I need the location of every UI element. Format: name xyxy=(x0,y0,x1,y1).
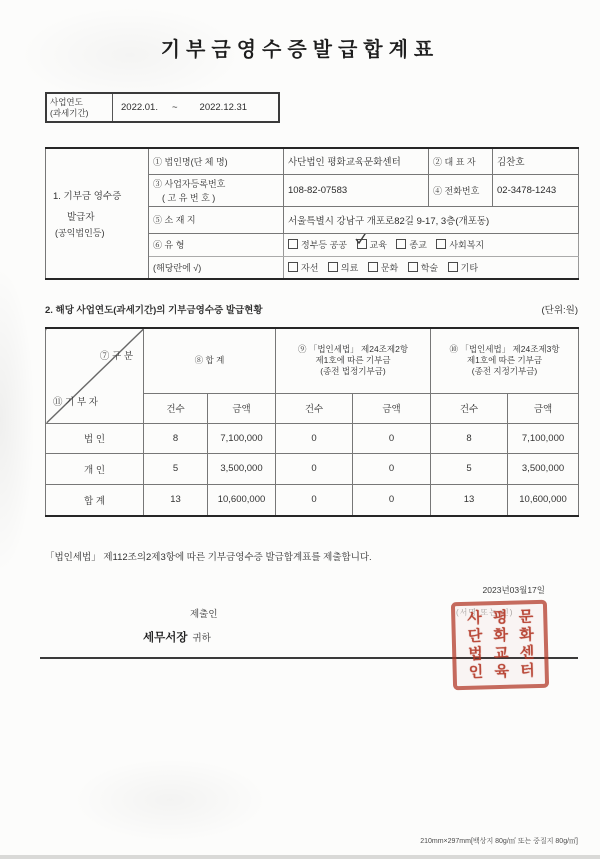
period-end: 2022.12.31 xyxy=(199,102,248,113)
registration-number-label-line2: ( 고 유 번 호 ) xyxy=(162,192,216,203)
issuer-section-label-line2: 발급자 xyxy=(67,212,95,223)
cell-count: 0 xyxy=(276,484,353,516)
period-start: 2022.01. xyxy=(121,102,158,113)
registration-number-label xyxy=(149,174,284,206)
business-year-label xyxy=(47,94,113,121)
checkbox-icon xyxy=(288,239,298,249)
cell-amount: 0 xyxy=(353,484,431,516)
paper-spec-footer: 210mm×297mm[백상지 80g/㎡ 또는 중질지 80g/㎡] xyxy=(420,838,578,845)
cell-amount: 10,600,000 xyxy=(508,484,579,516)
address-value: 서울특별시 강남구 개포로82길 9-17, 3층(개포동) xyxy=(284,206,579,233)
business-year-label-line1: 사업연도 xyxy=(50,97,83,108)
row-label: 합 계 xyxy=(46,484,144,516)
cell-count: 13 xyxy=(431,484,508,516)
checkbox-academic: 학술 xyxy=(408,261,438,274)
cell-amount: 7,100,000 xyxy=(208,423,276,453)
subheader-count: 건수 xyxy=(276,393,353,423)
issuance-section-header xyxy=(45,302,578,316)
row-label: 개 인 xyxy=(46,453,144,484)
cell-count: 0 xyxy=(276,453,353,484)
address-label: ⑤ 소 재 지 xyxy=(149,206,284,233)
representative-value: 김찬호 xyxy=(493,148,579,174)
declaration-text: 「법인세법」 제112조의2제3항에 따른 기부금영수증 발급합계표를 제출합니다. xyxy=(45,551,372,563)
issuer-section-label-line3: (공익법인등) xyxy=(55,228,105,238)
unit-label: (단위:원) xyxy=(541,305,578,316)
checkbox-social-welfare: 사회복지 xyxy=(436,238,484,251)
type-options-row1 xyxy=(284,233,579,256)
signature-hint: (서명 또는 인) xyxy=(456,608,514,617)
type-label: ⑥ 유 형 xyxy=(149,233,284,256)
subheader-amount: 금액 xyxy=(353,393,431,423)
issuer-section-label-line1: 1. 기부금 영수증 xyxy=(53,191,122,202)
subheader-count: 건수 xyxy=(431,393,508,423)
recipient-line xyxy=(143,629,211,645)
checkbox-icon xyxy=(396,239,406,249)
type-options-row2 xyxy=(284,256,579,279)
business-year-box xyxy=(45,92,280,123)
cell-amount: 0 xyxy=(353,423,431,453)
checkbox-education: 교육 xyxy=(357,238,387,251)
corner-gubun-label: ⑦ 구 분 xyxy=(99,351,133,362)
checkbox-icon xyxy=(408,262,418,272)
column-header-total: ⑧ 합 계 xyxy=(144,328,276,393)
issuance-summary-table xyxy=(45,327,579,517)
checkbox-culture: 문화 xyxy=(368,261,398,274)
cell-amount: 0 xyxy=(353,453,431,484)
column-header-statutory: ⑨ 「법인세법」 제24조제2항 제1호에 따른 기부금 (종전 법정기부금) xyxy=(276,328,431,393)
subheader-count: 건수 xyxy=(144,393,208,423)
issuance-section-title: 2. 해당 사업연도(과세기간)의 기부금영수증 발급현황 xyxy=(45,305,263,316)
checkbox-government-public: 정부등 공공 xyxy=(288,238,347,251)
seal-text-column: 평화교육 xyxy=(490,608,509,682)
cell-count: 0 xyxy=(276,423,353,453)
checkbox-icon xyxy=(357,239,367,249)
column-header-designated: ⑩ 「법인세법」 제24조제3항 제1호에 따른 기부금 (종전 지정기부금) xyxy=(431,328,579,393)
corner-donor-label: ⑪ 기 부 자 xyxy=(53,397,98,409)
registration-number-label-line1: ③ 사업자등록번호 xyxy=(153,178,226,189)
issuer-info-table xyxy=(45,147,579,280)
table-row-individual xyxy=(46,453,579,484)
submitter-label: 제출인 xyxy=(190,609,218,620)
seal-text-column: 사단법인 xyxy=(464,609,483,682)
checkbox-icon xyxy=(368,262,378,272)
submission-date: 2023년03월17일 xyxy=(482,585,545,595)
row-label: 법 인 xyxy=(46,423,144,453)
business-year-value xyxy=(113,94,278,121)
checkbox-charity: 자선 xyxy=(288,261,318,274)
checkbox-religion: 종교 xyxy=(396,238,426,251)
corp-name-value: 사단법인 평화교육문화센터 xyxy=(284,148,429,174)
recipient-suffix: 귀하 xyxy=(192,633,211,644)
cell-amount: 3,500,000 xyxy=(508,453,579,484)
type-check-hint: (해당란에 √) xyxy=(149,256,284,279)
checkbox-icon xyxy=(288,262,298,272)
table-row-corporate xyxy=(46,423,579,453)
phone-label: ④ 전화번호 xyxy=(429,174,493,206)
cell-count: 8 xyxy=(431,423,508,453)
issuer-section-label xyxy=(46,148,149,279)
checkbox-medical: 의료 xyxy=(328,261,358,274)
cell-count: 5 xyxy=(144,453,208,484)
checkbox-other: 기타 xyxy=(448,261,478,274)
recipient-title: 세무서장 xyxy=(143,632,188,644)
cell-amount: 3,500,000 xyxy=(208,453,276,484)
cell-count: 5 xyxy=(431,453,508,484)
cell-count: 8 xyxy=(144,423,208,453)
table-corner-cell xyxy=(46,328,144,423)
period-tilde: ~ xyxy=(171,102,178,113)
checkbox-icon xyxy=(328,262,338,272)
cell-amount: 10,600,000 xyxy=(208,484,276,516)
table-row-total xyxy=(46,484,579,516)
phone-value: 02-3478-1243 xyxy=(493,174,579,206)
seal-text-column: 문화센터 xyxy=(516,608,535,681)
business-year-label-line2: (과세기간) xyxy=(50,107,89,118)
subheader-amount: 금액 xyxy=(508,393,579,423)
registration-number-value: 108-82-07583 xyxy=(284,174,429,206)
corp-name-label: ① 법인명(단 체 명) xyxy=(149,148,284,174)
red-seal-stamp xyxy=(451,600,549,690)
page-title: 기부금영수증발급합계표 xyxy=(160,39,440,61)
cell-amount: 7,100,000 xyxy=(508,423,579,453)
cell-count: 13 xyxy=(144,484,208,516)
checkbox-icon xyxy=(448,262,458,272)
checkbox-icon xyxy=(436,239,446,249)
subheader-amount: 금액 xyxy=(208,393,276,423)
representative-label: ② 대 표 자 xyxy=(429,148,493,174)
